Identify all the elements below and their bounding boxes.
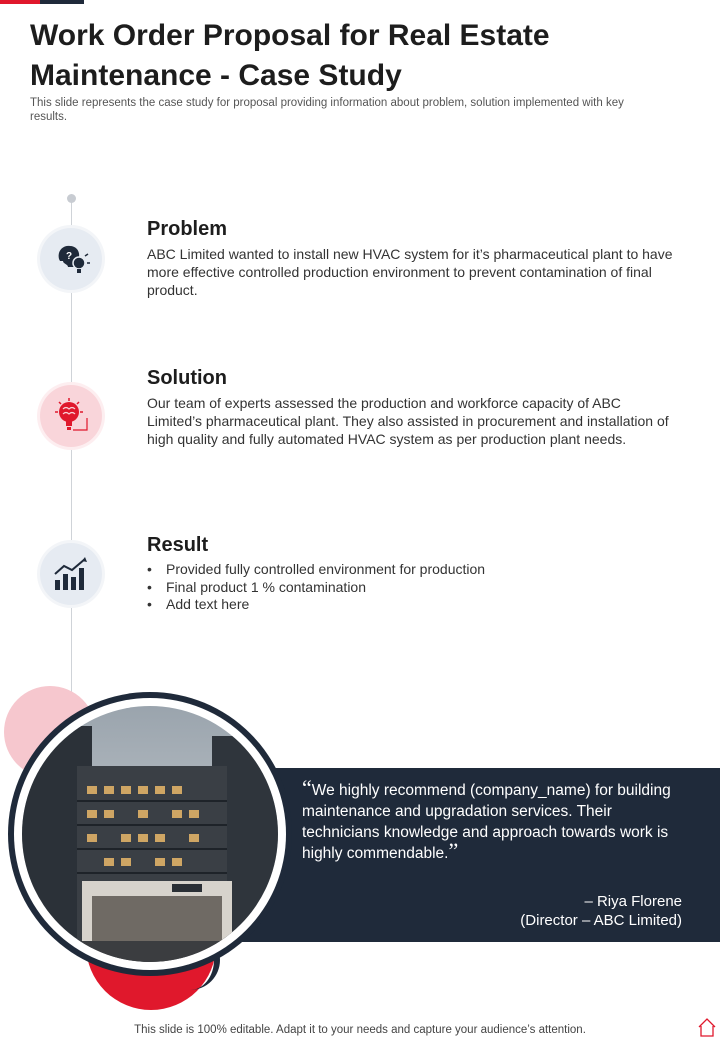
problem-title: Problem [147, 218, 228, 240]
building-photo [22, 706, 278, 962]
brain-idea-icon [51, 396, 91, 436]
solution-icon-circle [40, 385, 102, 447]
growth-chart-icon [51, 554, 91, 594]
author-role: (Director – ABC Limited) [520, 912, 682, 929]
building-illustration [22, 706, 278, 962]
testimonial-author [300, 892, 682, 930]
top-accent-dark [40, 0, 84, 4]
footer-note: This slide is 100% editable. Adapt it to your needs and capture your audience’s attention. [134, 1024, 586, 1036]
solution-title: Solution [147, 367, 227, 389]
close-quote-mark: ” [448, 838, 459, 863]
result-bullet: • Add text here [147, 596, 667, 614]
brain-bulb-icon [51, 239, 91, 279]
result-icon-circle [40, 543, 102, 605]
result-bullet: • Final product 1 % contamination [147, 579, 667, 597]
page-title: Work Order Proposal for Real Estate Maintenance - Case Study [30, 19, 550, 92]
author-name: – Riya Florene [584, 893, 682, 910]
home-icon[interactable] [696, 1016, 718, 1038]
testimonial-quote-text: We highly recommend (company_name) for building maintenance and upgradation services. Their technicians knowledge and approach towards work is highly commendable. [302, 782, 671, 862]
problem-body: ABC Limited wanted to install new HVAC system for it’s pharmaceutical plant to have more effective controlled production environment to prevent contamination of final product. [147, 246, 673, 298]
page-subtitle: This slide represents the case study for proposal providing information about problem, solution implemented with key results. [30, 97, 624, 123]
result-bullet: • Provided fully controlled environment for production [147, 561, 667, 579]
top-accent-red [0, 0, 40, 4]
open-quote-mark: “ [302, 775, 312, 800]
testimonial-quote [302, 775, 692, 864]
result-title: Result [147, 534, 209, 556]
problem-icon-circle [40, 228, 102, 290]
result-bullet-list [147, 561, 667, 614]
timeline-start-dot [67, 194, 76, 203]
svg-text:?: ? [66, 251, 73, 262]
solution-body: Our team of experts assessed the production and workforce capacity of ABC Limited’s pharmaceutical plant. They also assisted in procurement and installation of high quality and fully automated HVAC system as per production plant needs. [147, 395, 669, 447]
